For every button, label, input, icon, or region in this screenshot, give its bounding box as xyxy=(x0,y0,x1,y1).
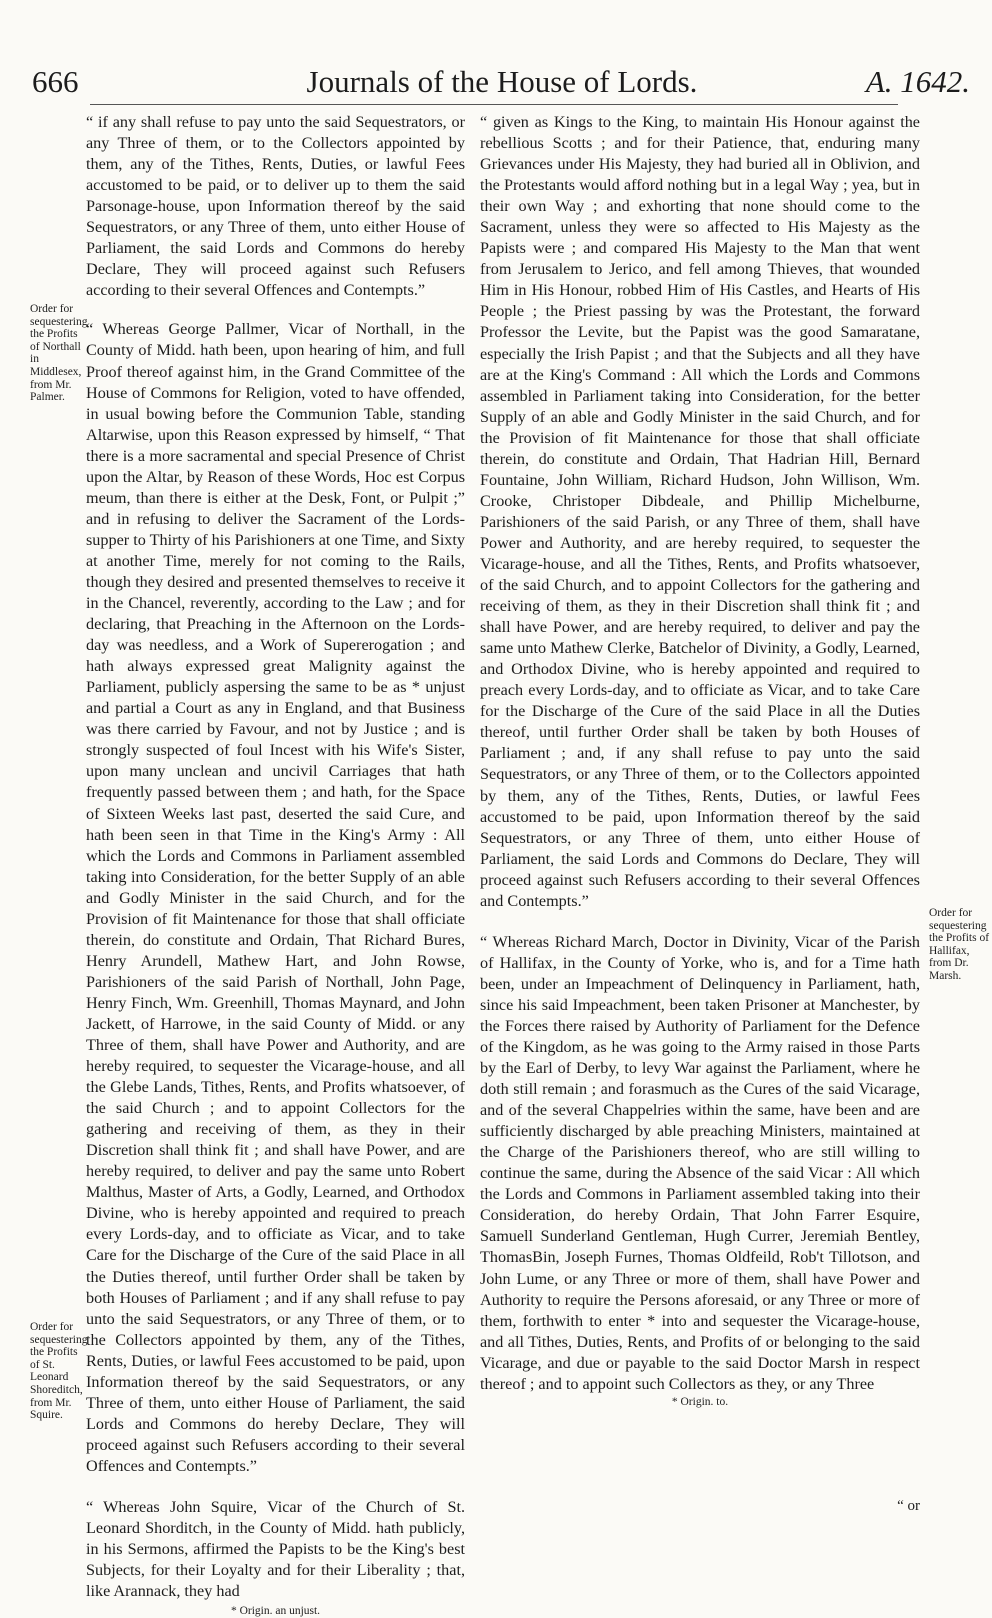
left-paragraph-palmer: “ Whereas George Pallmer, Vicar of Northall, in the County of Midd. hath been, upon hearing of him, and full Proof thereof against him, in the Grand Committee of the House of Commons for Religion, voted to have offended, in usual bowing before the Communion Table, standing Altarwise, upon this Reason expressed by himself, “ That there is a more sacramental and special Presence of Christ upon the Altar, by Reason of these Words, Hoc est Corpus meum, than there is either at the Desk, Font, or Pulpit ;” and in refusing to deliver the Sacrament of the Lords-supper to Thirty of his Parishioners at one Time, and Sixty at another Time, merely for not coming to the Rails, though they desired and presented themselves to receive it in the Chancel, reverently, according to the Law ; and for declaring, that Preaching in the Afternoon on the Lords-day was needless, and a Work of Supererogation ; and hath always expressed great Malignity against the Parliament, publicly aspersing the same to be as * unjust and partial a Court as any in England, and that Business was there carried by Favour, and not by Justice ; and is strongly suspected of foul Incest with his Wife's Sister, upon many unclean and uncivil Carriages that hath frequently passed between them ; and hath, for the Space of Sixteen Weeks last past, deserted the said Cure, and hath been seen in that Time in the King's Army : All which the Lords and Commons in Parliament assembled taking into Consideration, for the better Supply of an able and Godly Minister in the said Church, and for the Provision of fit Maintenance for those that shall officiate therein, do constitute and Ordain, That Richard Bures, Henry Arundell, Mathew Hart, and John Rowse, Parishioners of the said Parish of Northall, John Page, Henry Finch, Wm. Greenhill, Thomas Maynard, and John Jackett, of Harrowe, in the said County of Midd. or any Three of them, shall have Power and Authority, and are hereby required, to sequester the Vicarage-house, and all the Glebe Lands, Tithes, Rents, and Profits whatsoever, of the said Church ; and to appoint Collectors for the gathering and receiving of them, as they in their Discretion shall think fit ; and shall have Power, and are hereby required, to deliver and pay the same unto Robert Malthus, Master of Arts, a Godly, Learned, and Orthodox Divine, who is hereby appointed and required to preach every Lords-day, and to officiate as Vicar, and to take Care for the Discharge of the Cure of the said Place in all the Duties thereof, until further Order shall be taken by both Houses of Parliament ; and if any shall refuse to pay unto the said Sequestrators, or any Three of them, or to the Collectors appointed by them, any of the Tithes, Rents, Duties, or lawful Fees accustomed to be paid, upon Information thereof by the said Sequestrators, or any Three of them, unto either House of Parliament, the said Lords and Commons do hereby Declare, They will proceed against such Refusers according to their several Offences and Contempts.” xyxy=(86,320,465,1475)
page-number: 666 xyxy=(32,64,79,99)
right-paragraph-1: “ given as Kings to the King, to maintain His Honour against the rebellious Scotts ; and for their Patience, that, enduring many Grievances under His Majesty, they had buried all in Oblivion, and the Protestants would afford nothing but in a legal Way ; yea, but in their own Way ; and exhorting that none should come to the Sacrament, unless they were so affected to His Majesty as the Papists were ; and compared His Majesty to the Man that went from Jerusalem to Jerico, and fell among Thieves, that wounded Him in His Honour, robbed Him of His Castles, and Hearts of His People ; the Priest passing by was the Protestant, the forward Professor the Levite, but the Papist was the good Samaratane, especially the Irish Papist ; and that the Subjects and all they have are at the King's Command : All which the Lords and Commons assembled in Parliament taking into Consideration, for the better Supply of an able and Godly Minister in the said Church, and for the Provision of fit Maintenance for those that shall officiate therein, do constitute and Ordain, That Hadrian Hill, Bernard Fountaine, John William, Richard Hudson, John Willison, Wm. Crooke, Christoper Dibdeale, and Phillip Michelburne, Parishioners of the said Parish, or any Three of them, shall have Power and Authority, and are hereby required, to sequester the Vicarage-house, and all the Tithes, Rents, and Profits whatsoever, of the said Church, and to appoint Collectors for the gathering and receiving of them, as they in their Discretion shall think fit ; and shall have Power, and are hereby required, to deliver and pay the same unto Mathew Clerke, Batchelor of Divinity, a Godly, Learned, and Orthodox Divine, who is hereby appointed and required to preach every Lords-day, and to officiate as Vicar, and to take Care for the Discharge of the Cure of the said Place in all the Duties thereof, until further Order shall be taken by both Houses of Parliament ; and, if any shall refuse to pay unto the said Sequestrators, or any Three of them, or to the Collectors appointed by them, any of the Tithes, Rents, Duties, or lawful Fees accustomed to be paid, upon Information thereof by the said Sequestrators, or any Three of them, unto either House of Parliament, the said Lords and Commons do Declare, They will proceed against such Refusers according to their several Offences and Contempts.” xyxy=(480,113,920,910)
left-column xyxy=(86,112,465,1618)
left-footnote: * Origin. an unjust. xyxy=(230,1605,321,1618)
margin-note-shoreditch: Order for sequestering the Profits of St. Leonard Shoreditch, from Mr. Squire. xyxy=(30,1321,88,1422)
margin-note-hallifax: Order for sequestering the Profits of Hallifax, from Dr. Marsh. xyxy=(929,907,990,982)
left-paragraph-squire: “ Whereas John Squire, Vicar of the Church of St. Leonard Shorditch, in the County of Midd. hath publicly, in his Sermons, affirmed the Papists to be the King's best Subjects, for their Loyalty and for their Liberality ; that, like Arannack, they had xyxy=(86,1498,465,1601)
left-paragraph-1: “ if any shall refuse to pay unto the said Sequestrators, or any Three of them, or to the Collectors appointed by them, any of the Tithes, Rents, Duties, or lawful Fees accustomed to be paid, or to deliver up to them the said Parsonage-house, upon Information thereof by the said Sequestrators, or any Three of them, unto either House of Parliament, the said Lords and Commons do hereby Declare, They will proceed against such Refusers according to their several Offences and Contempts.” xyxy=(86,113,465,300)
year-label: A. 1642. xyxy=(865,64,970,99)
margin-note-northall: Order for sequestering the Profits of Northall in Middlesex, from Mr. Palmer. xyxy=(30,303,88,404)
header-rule xyxy=(90,104,898,105)
right-paragraph-marsh: “ Whereas Richard March, Doctor in Divinity, Vicar of the Parish of Hallifax, in the County of Yorke, who is, and for a Time hath been, under an Impeachment of Delinquency in Parliament, hath, since his said Impeachment, been taken Prisoner at Manchester, by the Forces there raised by Authority of Parliament for the Defence of the Kingdom, as he was going to the Army raised in those Parts by the Earl of Derby, to levy War against the Parliament, where he doth still remain ; and forasmuch as the Cures of the said Vicarage, and of the several Chappelries within the same, have been and are sufficiently discharged by able preaching Ministers, maintained at the Charge of the Parishioners thereof, who are still willing to continue the same, during the Absence of the said Vicar : All which the Lords and Commons in Parliament assembled taking into their Consideration, do hereby Ordain, That John Farrer Esquire, Samuell Sunderland Gentleman, Hugh Currer, Jeremiah Bentley, ThomasBin, Joseph Furnes, Thomas Oldfeild, Rob't Tillotson, and John Lume, or any Three or more of them, shall have Power and Authority to require the Persons aforesaid, or any Three or more of them, forthwith to enter * into and sequester the Vicarage-house, and all Tithes, Duties, Rents, and Profits of or belonging to the said Vicarage, and due or payable to the said Doctor Marsh in respect thereof ; and to appoint such Collectors as they, or any Three xyxy=(480,932,920,1393)
right-column xyxy=(480,112,920,1409)
running-header xyxy=(28,58,976,108)
right-footnote: * Origin. to. xyxy=(671,1395,729,1408)
journal-title: Journals of the House of Lords. xyxy=(306,64,698,99)
catchword: “ or xyxy=(897,1498,920,1514)
